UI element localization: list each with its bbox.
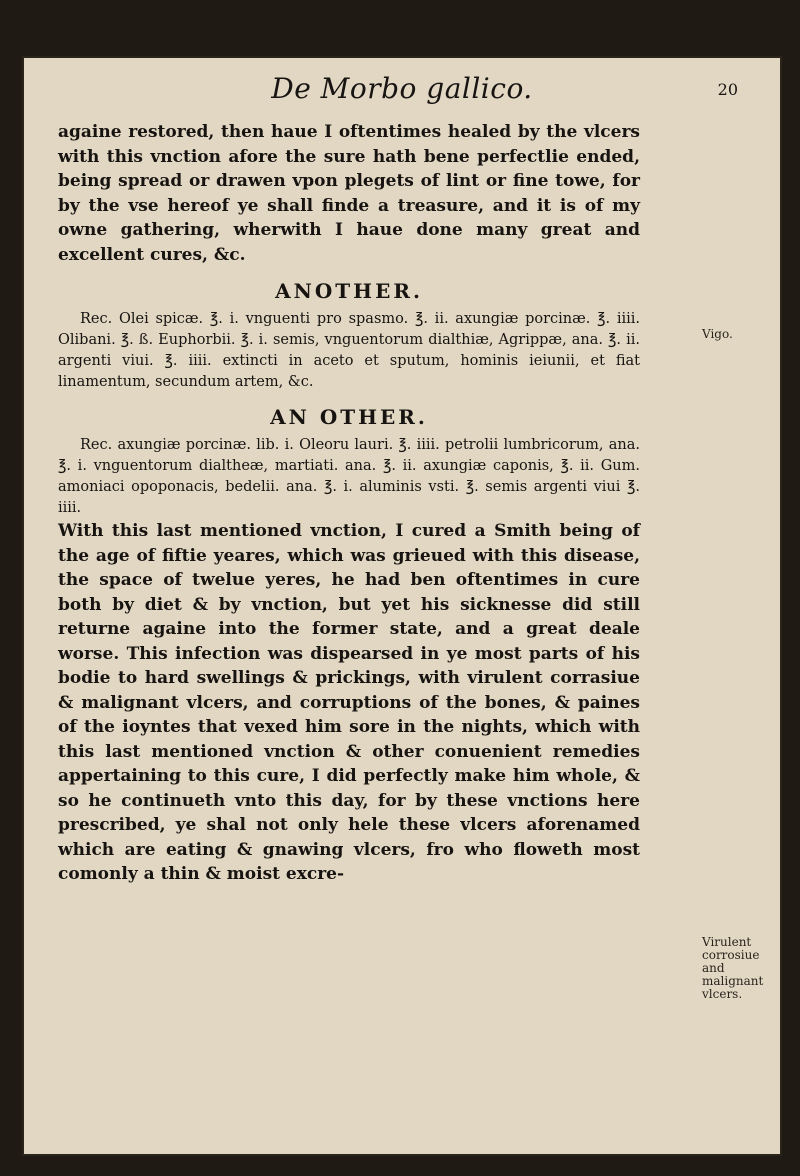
page-number: 20 — [717, 80, 738, 99]
section-heading-an-other: AN OTHER. — [270, 405, 428, 429]
margin-note-vigo: Vigo. — [702, 327, 733, 341]
book-page — [22, 56, 782, 1156]
margin-note-line: vlcers. — [702, 987, 743, 1001]
margin-note-line: Virulent — [702, 935, 752, 949]
page-title: De Morbo gallico. — [271, 72, 533, 105]
margin-note-line: corrosiue and — [702, 948, 760, 975]
paragraph-intro — [58, 120, 640, 267]
paragraph-case — [58, 519, 640, 887]
recipe-2: Rec. axungiæ porcinæ. lib. i. Oleoru lauri. ℥. iiii. petrolii lumbricorum, ana. ℥. i. vnguentorum dialtheæ, martiati. ana. ℥. ii. axungiæ caponis, ℥. ii. Gum. amoniaci opoponacis, bedelii. ana. ℥. i. aluminis vsti. ℥. semis argenti viui ℥. iiii. — [58, 437, 640, 516]
margin-note-line: malignant — [702, 974, 764, 988]
margin-note-virulent — [702, 936, 772, 1001]
paragraph-2: With this last mentioned vnction, I cured a Smith being of the age of fiftie yeares, which was grieued with this disease, the space of twelue yeres, he had ben oftentimes in cure both by diet & by vnction, but yet his sicknesse did still returne againe into the former state, and a great deale worse. This infection was dispearsed in ye most parts of his bodie to hard swellings & prickings, with virulent corrasiue & malignant vlcers, and corruptions of the bones, & paines of the ioyntes that vexed him sore in the nights, which with this last mentioned vnction & other conuenient remedies appertaining to this cure, I did perfectly make him whole, & so he continueth vnto this day, for by these vnctions here prescribed, ye shal not only hele these vlcers aforenamed which are eating & gnawing vlcers, fro who floweth most comonly a thin & moist excre- — [58, 521, 640, 884]
recipe-1: Rec. Olei spicæ. ℥. i. vnguenti pro spasmo. ℥. ii. axungiæ porcinæ. ℥. iiii. Olibani. ℥. ß. Euphorbii. ℥. i. semis, vnguentorum dialthiæ, Agrippæ, ana. ℥. ii. argenti viui. ℥. iiii. extincti in aceto et sputum, hominis ieiunii, et fiat linamentum, secundum artem, &c. — [58, 311, 640, 390]
paragraph-1: againe restored, then haue I oftentimes healed by the vlcers with this vnction afore the sure hath bene perfectlie ended, being spread or drawen vpon plegets of lint or fine towe, for by the vse hereof ye shall finde a treasure, and it is of my owne gathering, wherwith I haue done many great and excellent cures, &c. — [58, 122, 640, 265]
body-text — [58, 120, 640, 887]
section-heading-another: ANOTHER. — [275, 279, 423, 303]
running-head — [22, 72, 782, 112]
